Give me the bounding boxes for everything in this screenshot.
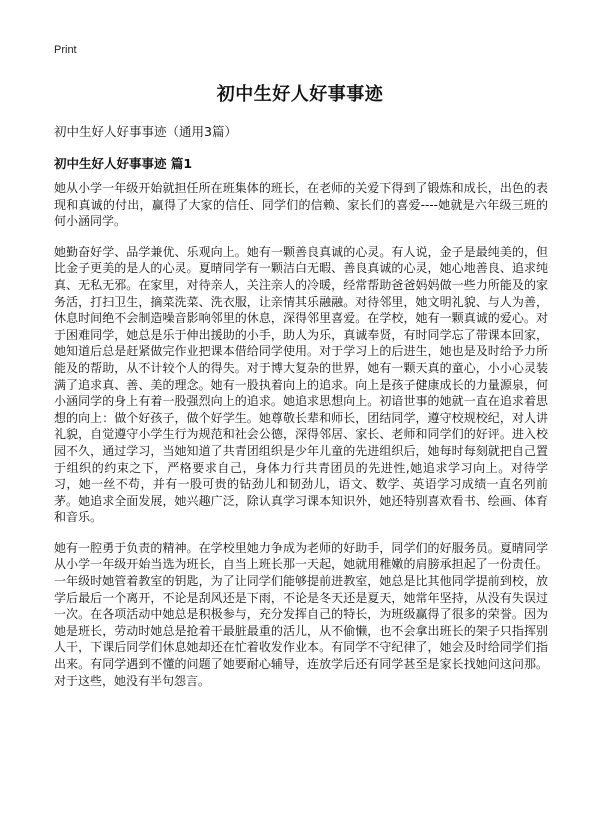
- paragraph-3: 她有一腔勇于负责的精神。在学校里她力争成为老师的好助手，同学们的好服务员。夏晴同学从小学一年级开始当选为班长，自当上班长那一天起，她就用稚嫩的肩膀承担起了一份责任。一年级时她管着教室的钥匙，为了让同学们能够提前进教室，她总是比其他同学提前到校，放学后最后一个离开，不论是刮风还是下雨，不论是冬天还是夏天，她常年坚持，从没有失误过一次。在各项活动中她总是积极参与，充分发挥自己的特长，为班级赢得了很多的荣誉。因为她是班长，劳动时她总是抢着干最脏最重的活儿，从不偷懒，也不会拿出班长的架子只指挥别人干，下课后同学们休息她却还在忙着收发作业本。有同学不守纪律了，她会及时给同学们指出来。有同学遇到不懂的问题了她要耐心辅导，连放学后还有同学甚至是家长找她问这问那。对于这些，她没有半句怨言。: [54, 540, 548, 688]
- print-link[interactable]: Print: [54, 44, 77, 56]
- page-subtitle: 初中生好人好事事迹（通用3篇）: [54, 124, 237, 139]
- page-title: 初中生好人好事事迹: [216, 84, 384, 105]
- section-heading: 初中生好人好事事迹 篇1: [54, 156, 193, 171]
- paragraph-2: 她勤奋好学、品学兼优、乐观向上。她有一颗善良真诚的心灵。有人说，金子是最纯美的，但比金子更美的是人的心灵。夏晴同学有一颗洁白无暇、善良真诚的心灵，她心地善良、追求纯真、无私无邪。在家里，对待亲人，关注亲人的冷暖，经常帮助爸爸妈妈做一些力所能及的家务活，打扫卫生，摘菜洗菜、洗衣服，让亲情其乐融融。对待邻里，她文明礼貌、与人为善，休息时间绝不会制造噪音影响邻里的休息，深得邻里喜爱。在学校，她有一颗真诚的爱心。对于困难同学，她总是乐于伸出援助的小手，助人为乐，真诚奉贤，有时同学忘了带课本回家，她知道后总是赶紧做完作业把课本借给同学使用。对于学习上的后进生，她也是及时给予力所能及的帮助，从不计较个人的得失。对于博大复杂的世界，她有一颗天真的童心，小小心灵装满了追求真、善、美的理念。她有一股执着向上的追求。向上是孩子健康成长的力量源泉，何小涵同学的身上有着一股强烈向上的追求。她追求思想向上。初谙世事的她就一直在追求着思想的向上：做个好孩子，做个好学生。她尊敬长辈和师长，团结同学，遵守校规校纪，对人讲礼貌，自觉遵守小学生行为规范和社会公德，深得邻居、家长、老师和同学们的好评。进入校园不久，通过学习，当她知道了共青团组织是少年儿童的先进组织后，她每时每刻就把自己置于组织的约束之下，严格要求自己，身体力行共青团员的先进性,她追求学习向上。对待学习，她一丝不苟，并有一股可贵的钻劲儿和韧劲儿，语文、数学、英语学习成绩一直名列前茅。她追求全面发展，她兴趣广泛，除认真学习课本知识外，她还特别喜欢看书、绘画、体育和音乐。: [54, 244, 548, 525]
- paragraph-1: 她从小学一年级开始就担任所在班集体的班长，在老师的关爱下得到了锻炼和成长，出色的表现和真诚的付出，赢得了大家的信任、同学们的信赖、家长们的喜爱----她就是六年级三班的何小涵同学。: [54, 181, 548, 229]
- article-body: [54, 180, 548, 703]
